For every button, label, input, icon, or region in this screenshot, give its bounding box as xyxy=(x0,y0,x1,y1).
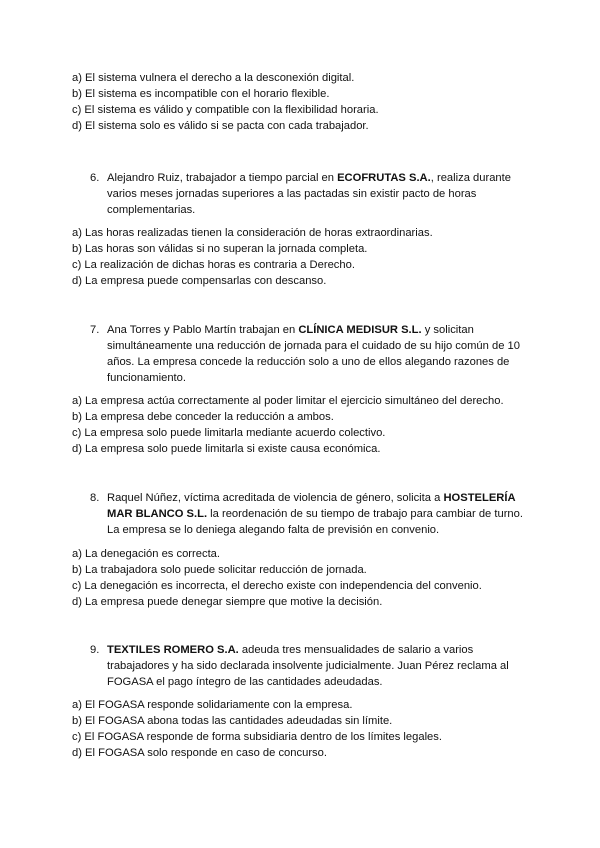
option-c: c) El sistema es válido y compatible con la flexibilidad horaria. xyxy=(72,104,379,116)
question-9 xyxy=(90,642,530,690)
question-text: TEXTILES ROMERO S.A. adeuda tres mensualidades de salario a varios trabajadores y ha sido declarada insolvente judicialmente. Juan Pérez reclama al FOGASA el pago íntegro de las cantidades adeudadas. xyxy=(107,644,509,688)
question-number: 7. xyxy=(90,324,100,336)
question-text: Raquel Núñez, víctima acreditada de violencia de género, solicita a HOSTELERÍA MAR BLANCO S.L. la reordenación de su tiempo de trabajo para cambiar de turno. La empresa se lo deniega alegando falta de previsión en convenio. xyxy=(107,492,523,536)
options-list xyxy=(72,70,542,134)
option-c: c) La empresa solo puede limitarla mediante acuerdo colectivo. xyxy=(72,427,386,439)
question-text: Ana Torres y Pablo Martín trabajan en CLÍNICA MEDISUR S.L. y solicitan simultáneamente una reducción de jornada para el cuidado de su hijo común de 10 años. La empresa concede la reducción solo a uno de ellos alegando razones de funcionamiento. xyxy=(107,324,520,384)
option-d: d) El sistema solo es válido si se pacta con cada trabajador. xyxy=(72,120,369,132)
question-6 xyxy=(90,170,530,218)
option-a: a) Las horas realizadas tienen la consideración de horas extraordinarias. xyxy=(72,227,433,239)
options-list xyxy=(72,697,542,761)
company-name: CLÍNICA MEDISUR S.L. xyxy=(298,324,422,336)
option-c: c) La realización de dichas horas es contraria a Derecho. xyxy=(72,259,355,271)
question-text: Alejandro Ruiz, trabajador a tiempo parcial en ECOFRUTAS S.A., realiza durante varios meses jornadas superiores a las pactadas sin existir pacto de horas complementarias. xyxy=(107,172,511,216)
option-d: d) El FOGASA solo responde en caso de concurso. xyxy=(72,747,327,759)
option-b: b) La empresa debe conceder la reducción a ambos. xyxy=(72,411,334,423)
options-list xyxy=(72,225,542,289)
company-name: TEXTILES ROMERO S.A. xyxy=(107,644,239,656)
option-b: b) Las horas son válidas si no superan la jornada completa. xyxy=(72,243,368,255)
question-number: 8. xyxy=(90,492,100,504)
option-d: d) La empresa puede compensarlas con descanso. xyxy=(72,275,327,287)
options-list xyxy=(72,546,542,610)
option-b: b) La trabajadora solo puede solicitar reducción de jornada. xyxy=(72,564,367,576)
company-name: HOSTELERÍA MAR BLANCO S.L. xyxy=(107,492,516,520)
question-number: 6. xyxy=(90,172,100,184)
option-a: a) La denegación es correcta. xyxy=(72,548,221,560)
option-d: d) La empresa puede denegar siempre que motive la decisión. xyxy=(72,596,383,608)
option-a: a) El sistema vulnera el derecho a la desconexión digital. xyxy=(72,72,355,84)
option-b: b) El sistema es incompatible con el horario flexible. xyxy=(72,88,330,100)
question-8 xyxy=(90,490,530,538)
option-b: b) El FOGASA abona todas las cantidades adeudadas sin límite. xyxy=(72,715,393,727)
options-list xyxy=(72,393,542,457)
option-d: d) La empresa solo puede limitarla si existe causa económica. xyxy=(72,443,381,455)
option-c: c) La denegación es incorrecta, el derecho existe con independencia del convenio. xyxy=(72,580,482,592)
option-a: a) El FOGASA responde solidariamente con la empresa. xyxy=(72,699,353,711)
question-7 xyxy=(90,322,530,386)
company-name: ECOFRUTAS S.A. xyxy=(337,172,431,184)
question-number: 9. xyxy=(90,644,100,656)
option-a: a) La empresa actúa correctamente al poder limitar el ejercicio simultáneo del derecho. xyxy=(72,395,504,407)
option-c: c) El FOGASA responde de forma subsidiaria dentro de los límites legales. xyxy=(72,731,442,743)
